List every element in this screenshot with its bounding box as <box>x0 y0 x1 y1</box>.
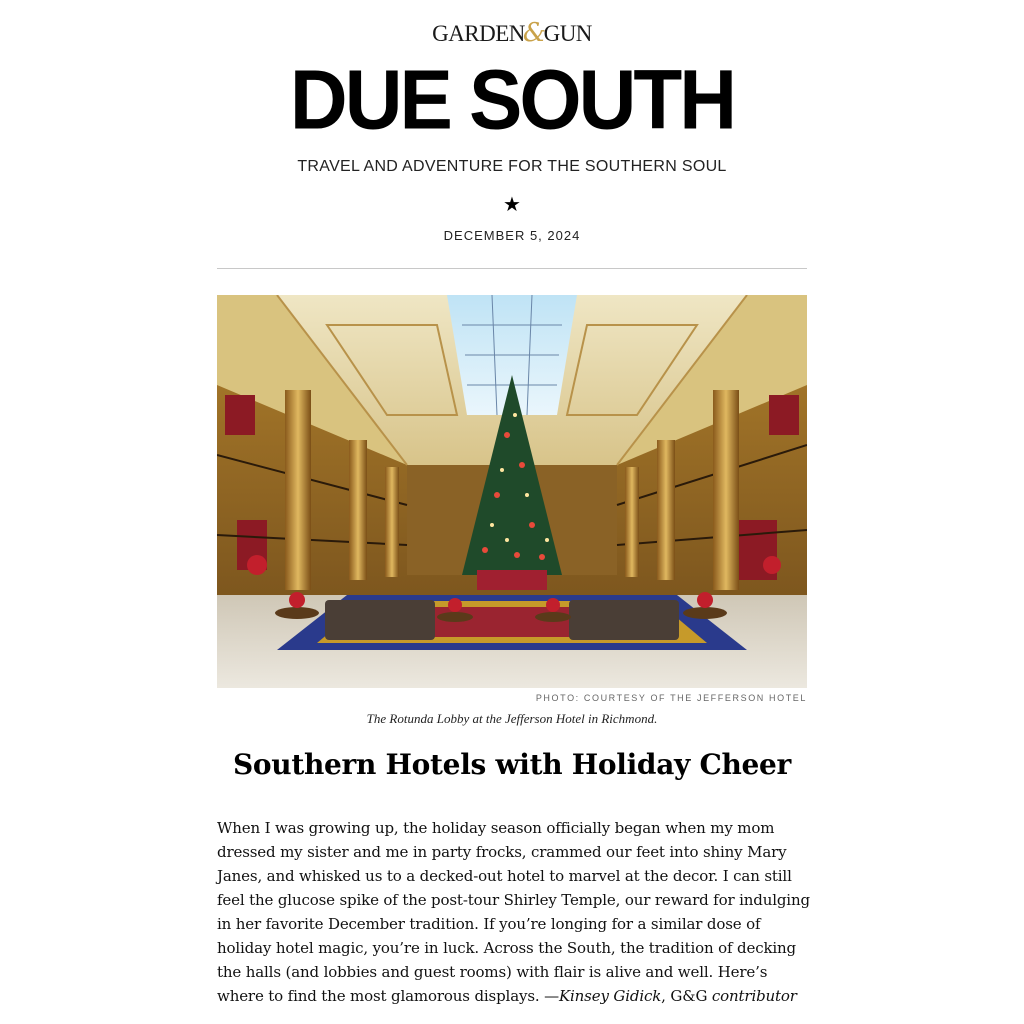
issue-date: DECEMBER 5, 2024 <box>443 228 581 243</box>
photo-caption: The Rotunda Lobby at the Jefferson Hotel in Richmond. <box>366 711 658 726</box>
author-name: Kinsey Gidick <box>558 987 662 1005</box>
newsletter-title: DUE SOUTH <box>289 52 735 147</box>
header-divider <box>217 268 807 269</box>
outlet-name: G&G <box>670 987 708 1005</box>
hotel-lobby-illustration <box>217 295 807 688</box>
brand-logo-ampersand: & <box>522 18 546 48</box>
brand-logo[interactable] <box>0 18 1024 48</box>
star-icon: ★ <box>503 192 521 216</box>
newsletter-tagline: TRAVEL AND ADVENTURE FOR THE SOUTHERN SOUL <box>297 158 727 175</box>
photo-credit: PHOTO: COURTESY OF THE JEFFERSON HOTEL <box>535 693 807 703</box>
article-intro-text: When I was growing up, the holiday season officially began when my mom dressed my sister and me in party frocks, crammed our feet into shiny Mary Janes, and whisked us to a decked-out hotel to marvel at the decor. I can still feel the glucose spike of the post-tour Shirley Temple, our reward for indulging in her favorite December tradition. If you’re longing for a similar dose of holiday hotel magic, you’re in luck. Across the South, the tradition of decking the halls (and lobbies and guest rooms) with flair is alive and well. Here’s where to find the most glamorous displays. — <box>217 819 810 1005</box>
author-separator: , <box>661 987 671 1005</box>
hero-image[interactable] <box>217 295 807 688</box>
article-intro <box>217 816 811 1008</box>
brand-logo-left: GARDEN <box>432 21 525 46</box>
author-role: contributor <box>707 987 797 1005</box>
article-headline[interactable]: Southern Hotels with Holiday Cheer <box>233 748 791 781</box>
brand-logo-right: GUN <box>543 21 592 46</box>
